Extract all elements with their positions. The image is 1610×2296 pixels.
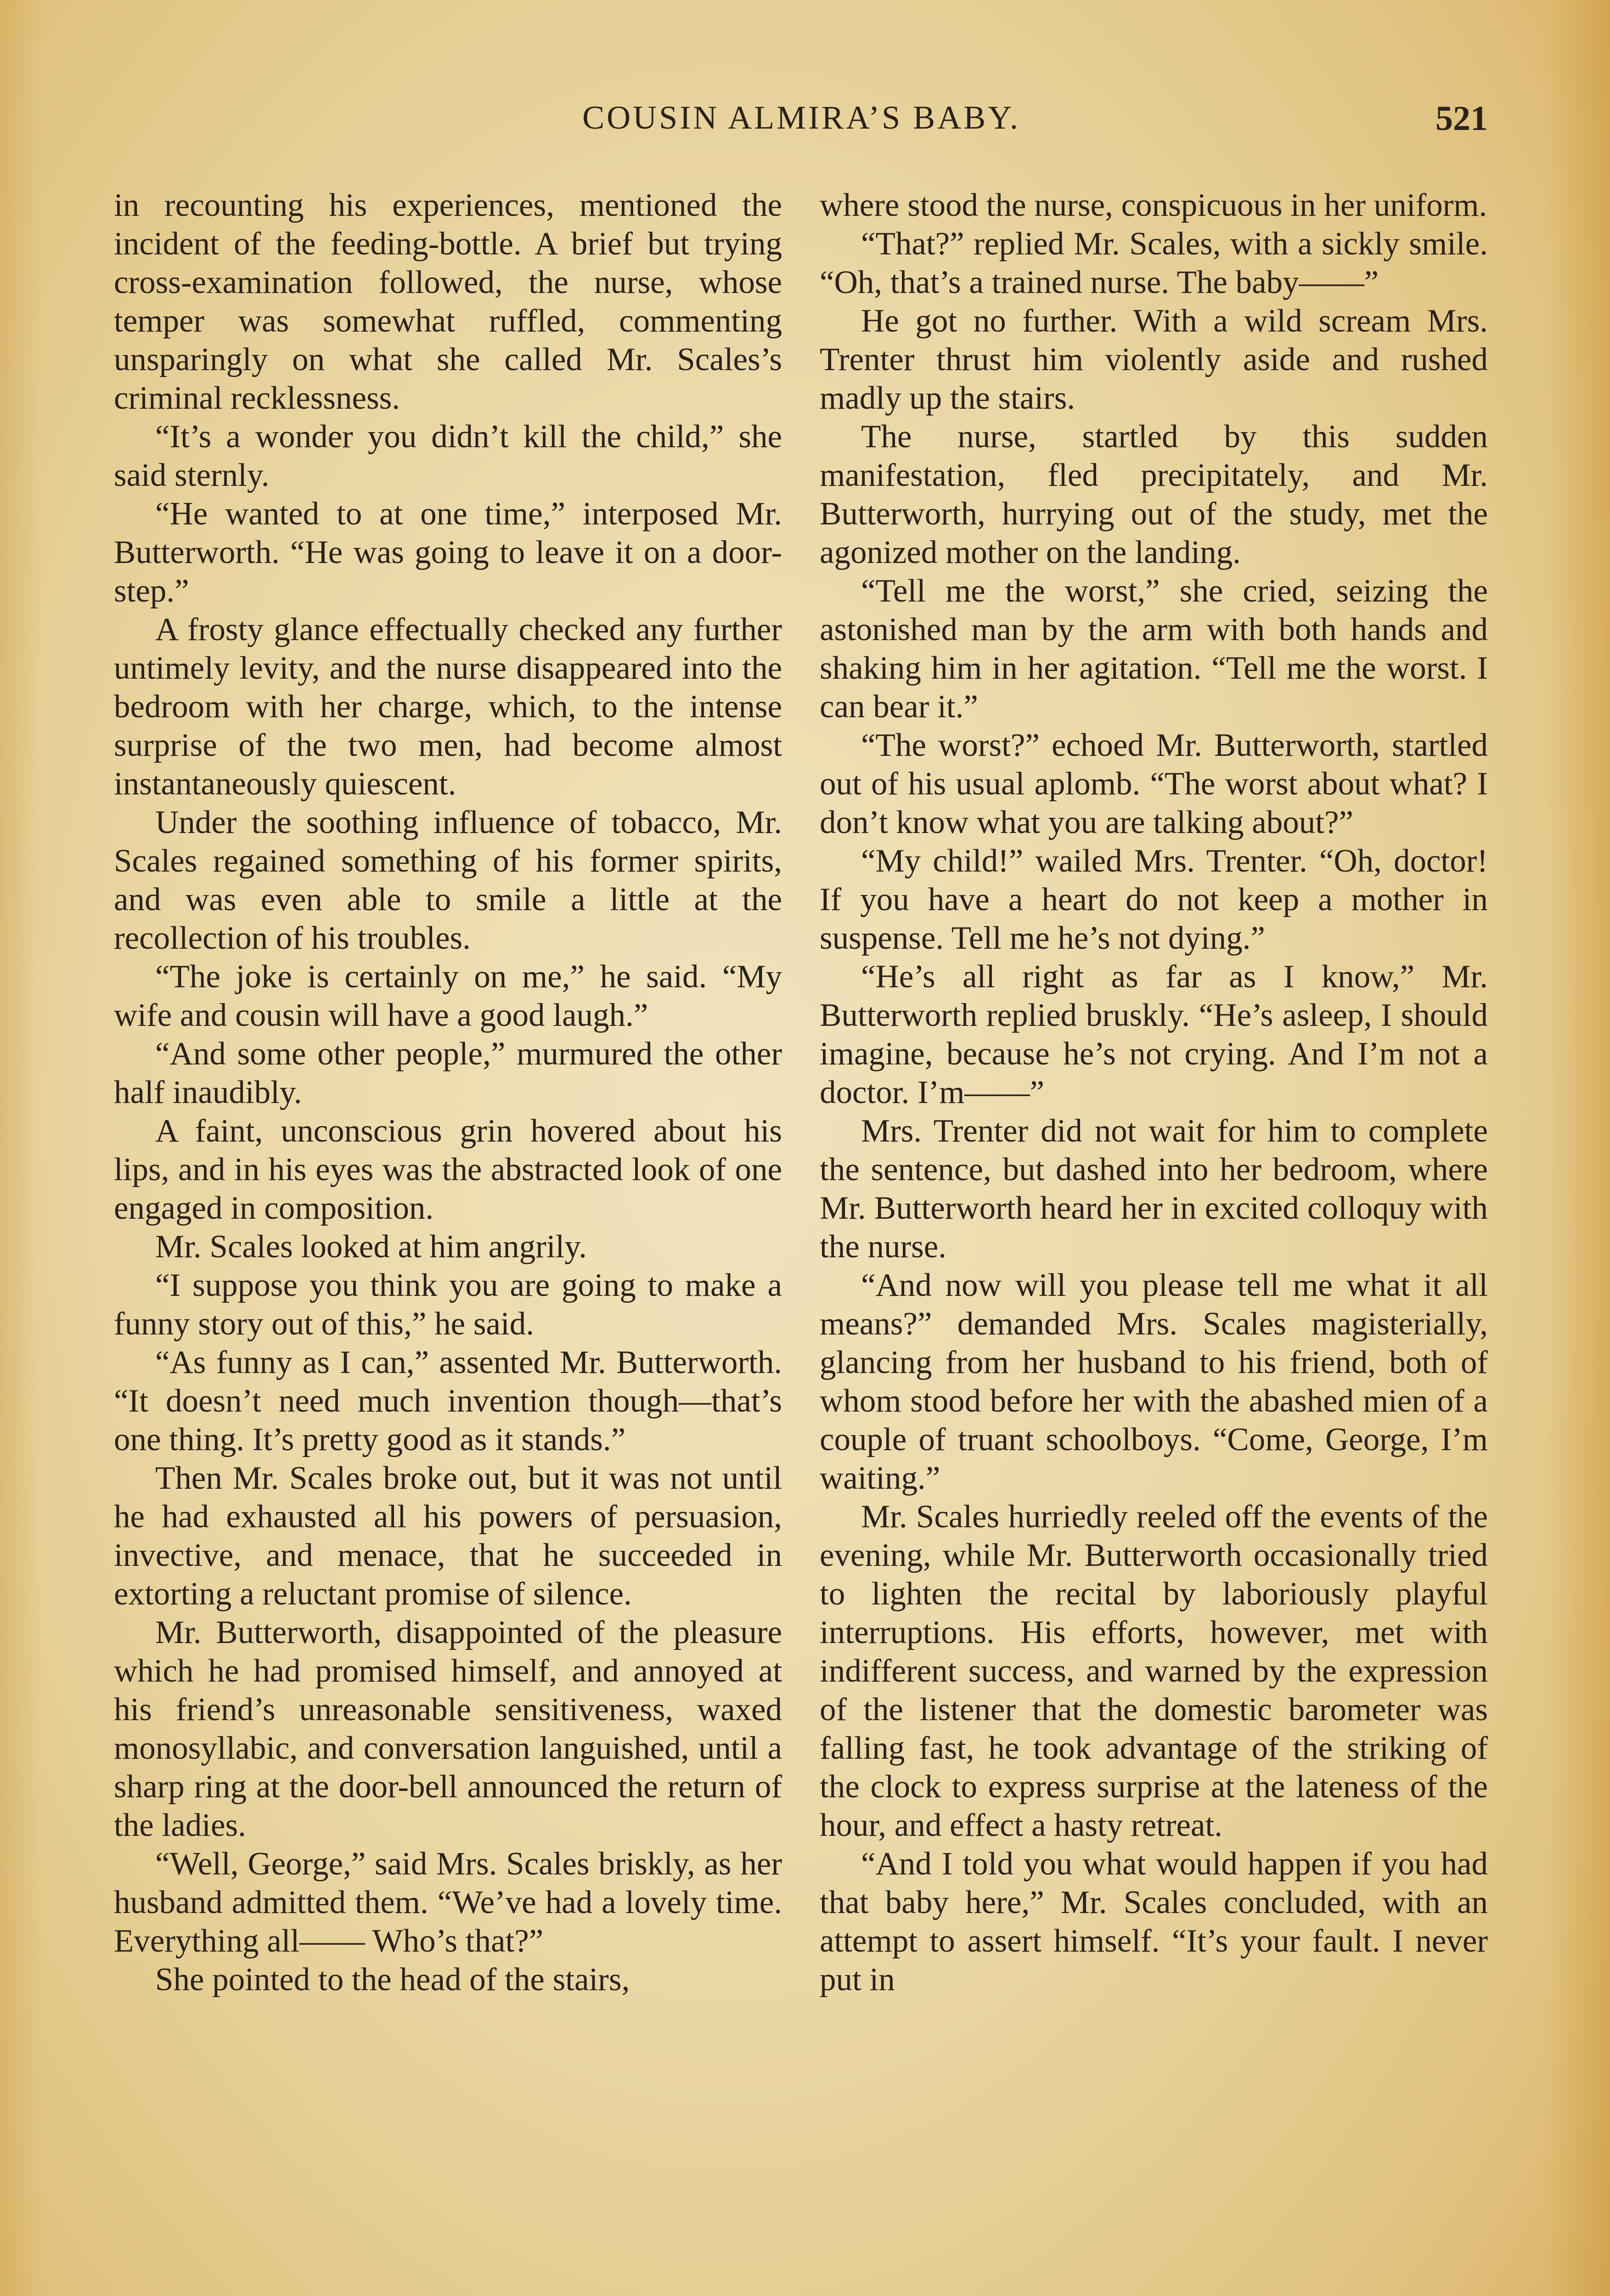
paragraph: Mrs. Trenter did not wait for him to complete the sentence, but dashed into her bedroom, where Mr. Butterworth heard her in excited colloquy with the nurse. [820,1113,1488,1265]
paragraph: “Tell me the worst,” she cried, seizing the astonished man by the arm with both hands and shaking him in her agitation. “Tell me the worst. I can bear it.” [820,573,1488,725]
running-title: COUSIN ALMIRA’S BABY. [582,99,1020,136]
paragraph: “As funny as I can,” assented Mr. Butterworth. “It doesn’t need much invention though—that’s one thing. It’s pretty good as it stands.” [114,1345,782,1458]
paragraph: A frosty glance effectually checked any further untimely levity, and the nurse disappeared into the bedroom with her charge, which, to the intense surprise of the two men, had become almost instantaneously quiescent. [114,612,782,802]
paragraph: The nurse, startled by this sudden manifestation, fled precipitately, and Mr. Butterworth, hurrying out of the study, met the agonized mother on the landing. [820,419,1488,570]
page-number: 521 [1435,99,1488,138]
paragraph: “He wanted to at one time,” interposed Mr. Butterworth. “He was going to leave it on a door-step.” [114,496,782,609]
paragraph: She pointed to the head of the stairs, [155,1962,630,1998]
right-column [820,186,1488,1999]
paragraph: “He’s all right as far as I know,” Mr. Butterworth replied bruskly. “He’s asleep, I should imagine, because he’s not crying. And I’m not a doctor. I’m——” [820,959,1488,1110]
paragraph: “And I told you what would happen if you had that baby here,” Mr. Scales concluded, with an attempt to assert himself. “It’s your fault. I never put in [820,1846,1488,1998]
paragraph: A faint, unconscious grin hovered about his lips, and in his eyes was the abstracted look of one engaged in composition. [114,1113,782,1226]
paragraph: Then Mr. Scales broke out, but it was not until he had exhausted all his powers of persuasion, invective, and menace, that he succeeded in extorting a reluctant promise of silence. [114,1460,782,1612]
page-edge-shading-left [0,0,41,2296]
page-header [115,99,1488,149]
paragraph: “That?” replied Mr. Scales, with a sickly smile. “Oh, that’s a trained nurse. The baby——” [820,226,1488,300]
page-edge-shading-right [1546,0,1610,2296]
paragraph: “Well, George,” said Mrs. Scales briskly, as her husband admitted them. “We’ve had a lovely time. Everything all—— Who’s that?” [114,1846,782,1959]
paragraph: Mr. Scales looked at him angrily. [155,1229,587,1265]
paragraph: “The joke is certainly on me,” he said. “My wife and cousin will have a good laugh.” [114,959,782,1033]
paragraph: in recounting his experiences, mentioned the incident of the feeding-bottle. A brief but trying cross-examination followed, the nurse, whose temper was somewhat ruffled, commenting unsparingly on what she called Mr. Scales’s criminal recklessness. [114,187,782,416]
paragraph: “I suppose you think you are going to make a funny story out of this,” he said. [114,1267,782,1342]
paragraph: Mr. Butterworth, disappointed of the pleasure which he had promised himself, and annoyed at his friend’s unreasonable sensitiveness, waxed monosyllabic, and conversation languished, until a sharp ring at the door-bell announced the return of the ladies. [114,1615,782,1843]
left-column [114,186,782,1999]
paragraph: He got no further. With a wild scream Mrs. Trenter thrust him violently aside and rushed madly up the stairs. [820,303,1488,416]
paragraph: “The worst?” echoed Mr. Butterworth, startled out of his usual aplomb. “The worst about what? I don’t know what you are talking about?” [820,727,1488,840]
paragraph: “And some other people,” murmured the other half inaudibly. [114,1036,782,1110]
paragraph: “It’s a wonder you didn’t kill the child,” she said sternly. [114,419,782,493]
paragraph: Under the soothing influence of tobacco, Mr. Scales regained something of his former spirits, and was even able to smile a little at the recollection of his troubles. [114,805,782,956]
paragraph: “And now will you please tell me what it all means?” demanded Mrs. Scales magisterially, glancing from her husband to his friend, both of whom stood before her with the abashed mien of a couple of truant schoolboys. “Come, George, I’m waiting.” [820,1267,1488,1496]
paragraph: where stood the nurse, conspicuous in her uniform. [820,187,1487,223]
paragraph: “My child!” wailed Mrs. Trenter. “Oh, doctor! If you have a heart do not keep a mother in suspense. Tell me he’s not dying.” [820,843,1488,956]
paragraph: Mr. Scales hurriedly reeled off the events of the evening, while Mr. Butterworth occasionally tried to lighten the recital by laboriously playful interruptions. His efforts, however, met with indifferent success, and warned by the expression of the listener that the domestic barometer was falling fast, he took advantage of the striking of the clock to express surprise at the lateness of the hour, and effect a hasty retreat. [820,1499,1488,1843]
